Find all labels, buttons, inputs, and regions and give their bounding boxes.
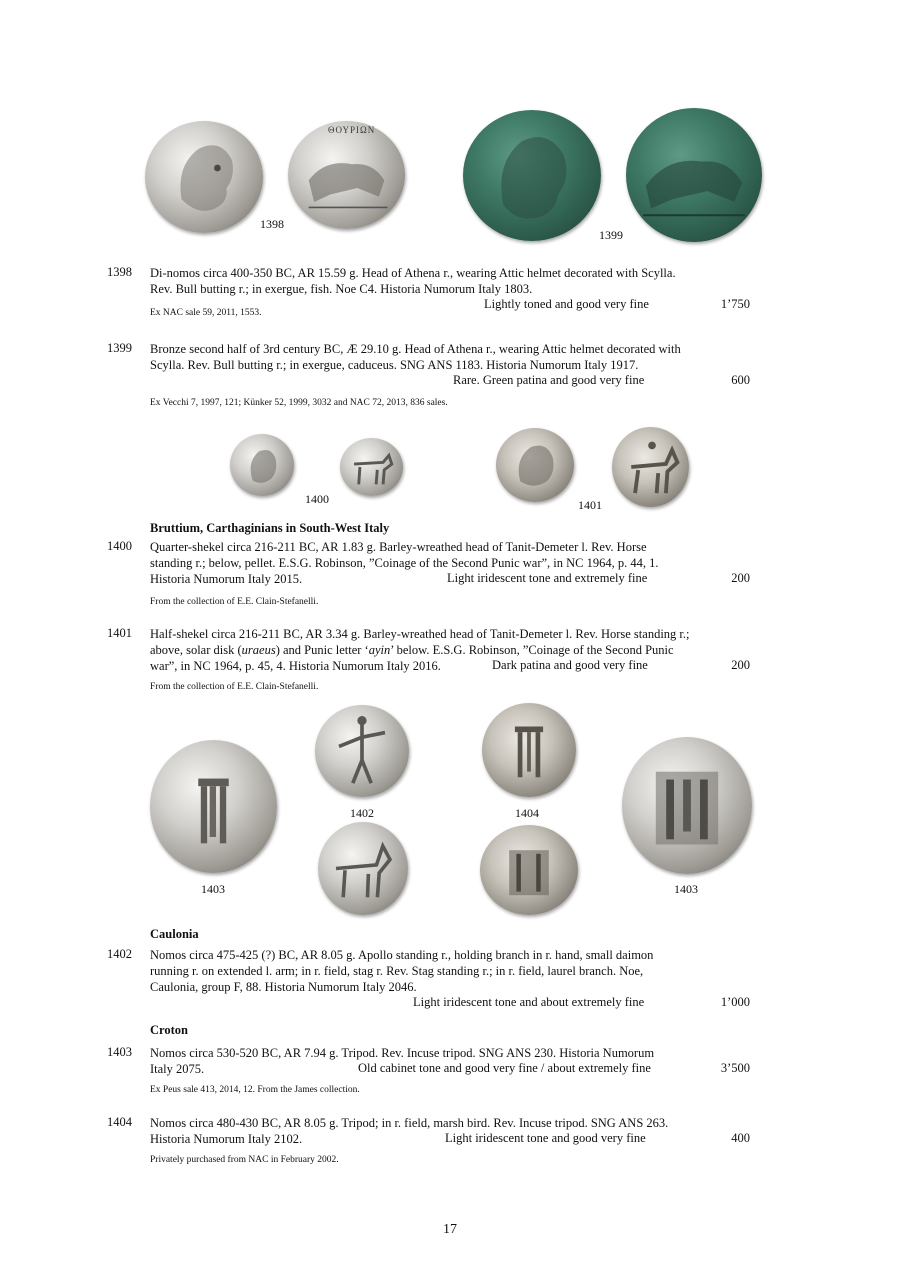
lot-grade: Light iridescent tone and extremely fine [447,571,648,585]
coin-1401-obverse [496,428,574,502]
figure-label-1402: 1402 [350,806,374,820]
lot-price: 1’750 [720,297,750,311]
lot-price: 200 [731,571,750,585]
coin-1404-reverse [480,825,578,915]
lot-description-line: Half-shekel circa 216-211 BC, AR 3.34 g. Barley-wreathed head of Tanit-Demeter l. Rev. Horse standing r.; [150,627,690,641]
coin-1403-reverse [622,737,752,874]
lot-price: 600 [731,373,750,387]
coin-1400-reverse [340,438,403,496]
lot-provenance: Ex Vecchi 7, 1997, 121; Künker 52, 1999, 3032 and NAC 72, 2013, 836 sales. [150,398,448,408]
lot-description-line: war”, in NC 1964, p. 45, 4. Historia Numorum Italy 2016. [150,659,441,673]
lot-description-line: Rev. Bull butting r.; in exergue, fish. Noe C4. Historia Numorum Italy 1803. [150,282,533,296]
lot-grade: Old cabinet tone and good very fine / about extremely fine [358,1061,651,1075]
lot-provenance: Ex Peus sale 413, 2014, 12. From the James collection. [150,1085,360,1095]
text-run: above, solar disk ( [150,643,242,657]
figure-label-1399: 1399 [599,228,623,242]
lot-provenance: Ex NAC sale 59, 2011, 1553. [150,308,262,318]
lot-description-line: Quarter-shekel circa 216-211 BC, AR 1.83 g. Barley-wreathed head of Tanit-Demeter l. Rev. Horse [150,540,647,554]
lot-number: 1402 [107,947,132,961]
lot-grade: Light iridescent tone and good very fine [445,1131,646,1145]
figure-label-1401: 1401 [578,498,602,512]
coin-1402-reverse [318,822,408,915]
lot-description-line [150,642,750,658]
coin-1403-obverse [150,740,277,873]
lot-grade: Lightly toned and good very fine [484,297,649,311]
coin-1398-obverse [145,121,263,233]
italic-term: uraeus [241,643,276,657]
lot-description-line: running r. on extended l. arm; in r. field, stag r. Rev. Stag standing r.; in r. field, laurel branch. Noe, [150,964,644,978]
figure-label-1400: 1400 [305,492,329,506]
lot-description-line: Historia Numorum Italy 2015. [150,572,303,586]
lot-description-line: Caulonia, group F, 88. Historia Numorum Italy 2046. [150,980,417,994]
lot-description [150,341,750,373]
lot-description [150,626,750,674]
section-heading: Caulonia [150,927,199,941]
lot-number: 1399 [107,341,132,355]
lot-grade: Rare. Green patina and good very fine [453,373,645,387]
lot-grade: Dark patina and good very fine [492,658,648,672]
coin-1398-inscription: ΘΟΥΡΙΩΝ [328,125,376,135]
lot-number: 1404 [107,1115,132,1129]
text-run: ’ below. E.S.G. Robinson, ”Coinage of the Second Punic [390,643,674,657]
lot-description [150,265,750,297]
lot-number: 1398 [107,265,132,279]
lot-price: 1’000 [720,995,750,1009]
lot-provenance: From the collection of E.E. Clain-Stefanelli. [150,682,319,692]
lot-description-line: Bronze second half of 3rd century BC, Æ 29.10 g. Head of Athena r., wearing Attic helmet decorated with [150,342,681,356]
lot-provenance: From the collection of E.E. Clain-Stefanelli. [150,597,319,607]
lot-description-line: Nomos circa 475-425 (?) BC, AR 8.05 g. Apollo standing r., holding branch in r. hand, small daimon [150,948,654,962]
coin-1404-obverse [482,703,576,797]
lot-grade: Light iridescent tone and about extremely fine [413,995,645,1009]
lot-price: 400 [731,1131,750,1145]
lot-description-line: standing r.; below, pellet. E.S.G. Robinson, ”Coinage of the Second Punic war”, in NC 1964, p. 44, 1. [150,556,659,570]
page-number: 17 [443,1222,457,1237]
figure-label-1398: 1398 [260,217,284,231]
coin-1400-obverse [230,434,294,496]
lot-price: 3’500 [720,1061,750,1075]
figure-label-1404: 1404 [515,806,539,820]
coin-1398-reverse [288,121,405,229]
figure-label-1403-right: 1403 [674,882,698,896]
lot-description-line: Scylla. Rev. Bull butting r.; in exergue, caduceus. SNG ANS 1183. Historia Numorum Italy 1917. [150,358,639,372]
lot-price: 200 [731,658,750,672]
lot-number: 1401 [107,626,132,640]
lot-provenance: Privately purchased from NAC in February 2002. [150,1155,339,1165]
lot-description-line: Nomos circa 480-430 BC, AR 8.05 g. Tripod; in r. field, marsh bird. Rev. Incuse tripod. SNG ANS 263. [150,1116,669,1130]
lot-description-line: Italy 2075. [150,1062,205,1076]
lot-number: 1400 [107,539,132,553]
lot-description-line: Historia Numorum Italy 2102. [150,1132,303,1146]
coin-1401-reverse [612,427,689,507]
coin-1399-reverse [626,108,762,242]
lot-description-line: Di-nomos circa 400-350 BC, AR 15.59 g. Head of Athena r., wearing Attic helmet decorated with Scylla. [150,266,676,280]
lot-description-line: Nomos circa 530-520 BC, AR 7.94 g. Tripod. Rev. Incuse tripod. SNG ANS 230. Historia Numorum [150,1046,655,1060]
text-run: ) and Punic letter ‘ [275,643,369,657]
italic-term: ayin [368,643,391,657]
coin-1399-obverse [463,110,601,241]
section-heading: Croton [150,1023,188,1037]
lot-number: 1403 [107,1045,132,1059]
coin-1402-obverse [315,705,409,797]
lot-description [150,947,750,995]
section-heading: Bruttium, Carthaginians in South-West Italy [150,521,390,535]
figure-label-1403-left: 1403 [201,882,225,896]
